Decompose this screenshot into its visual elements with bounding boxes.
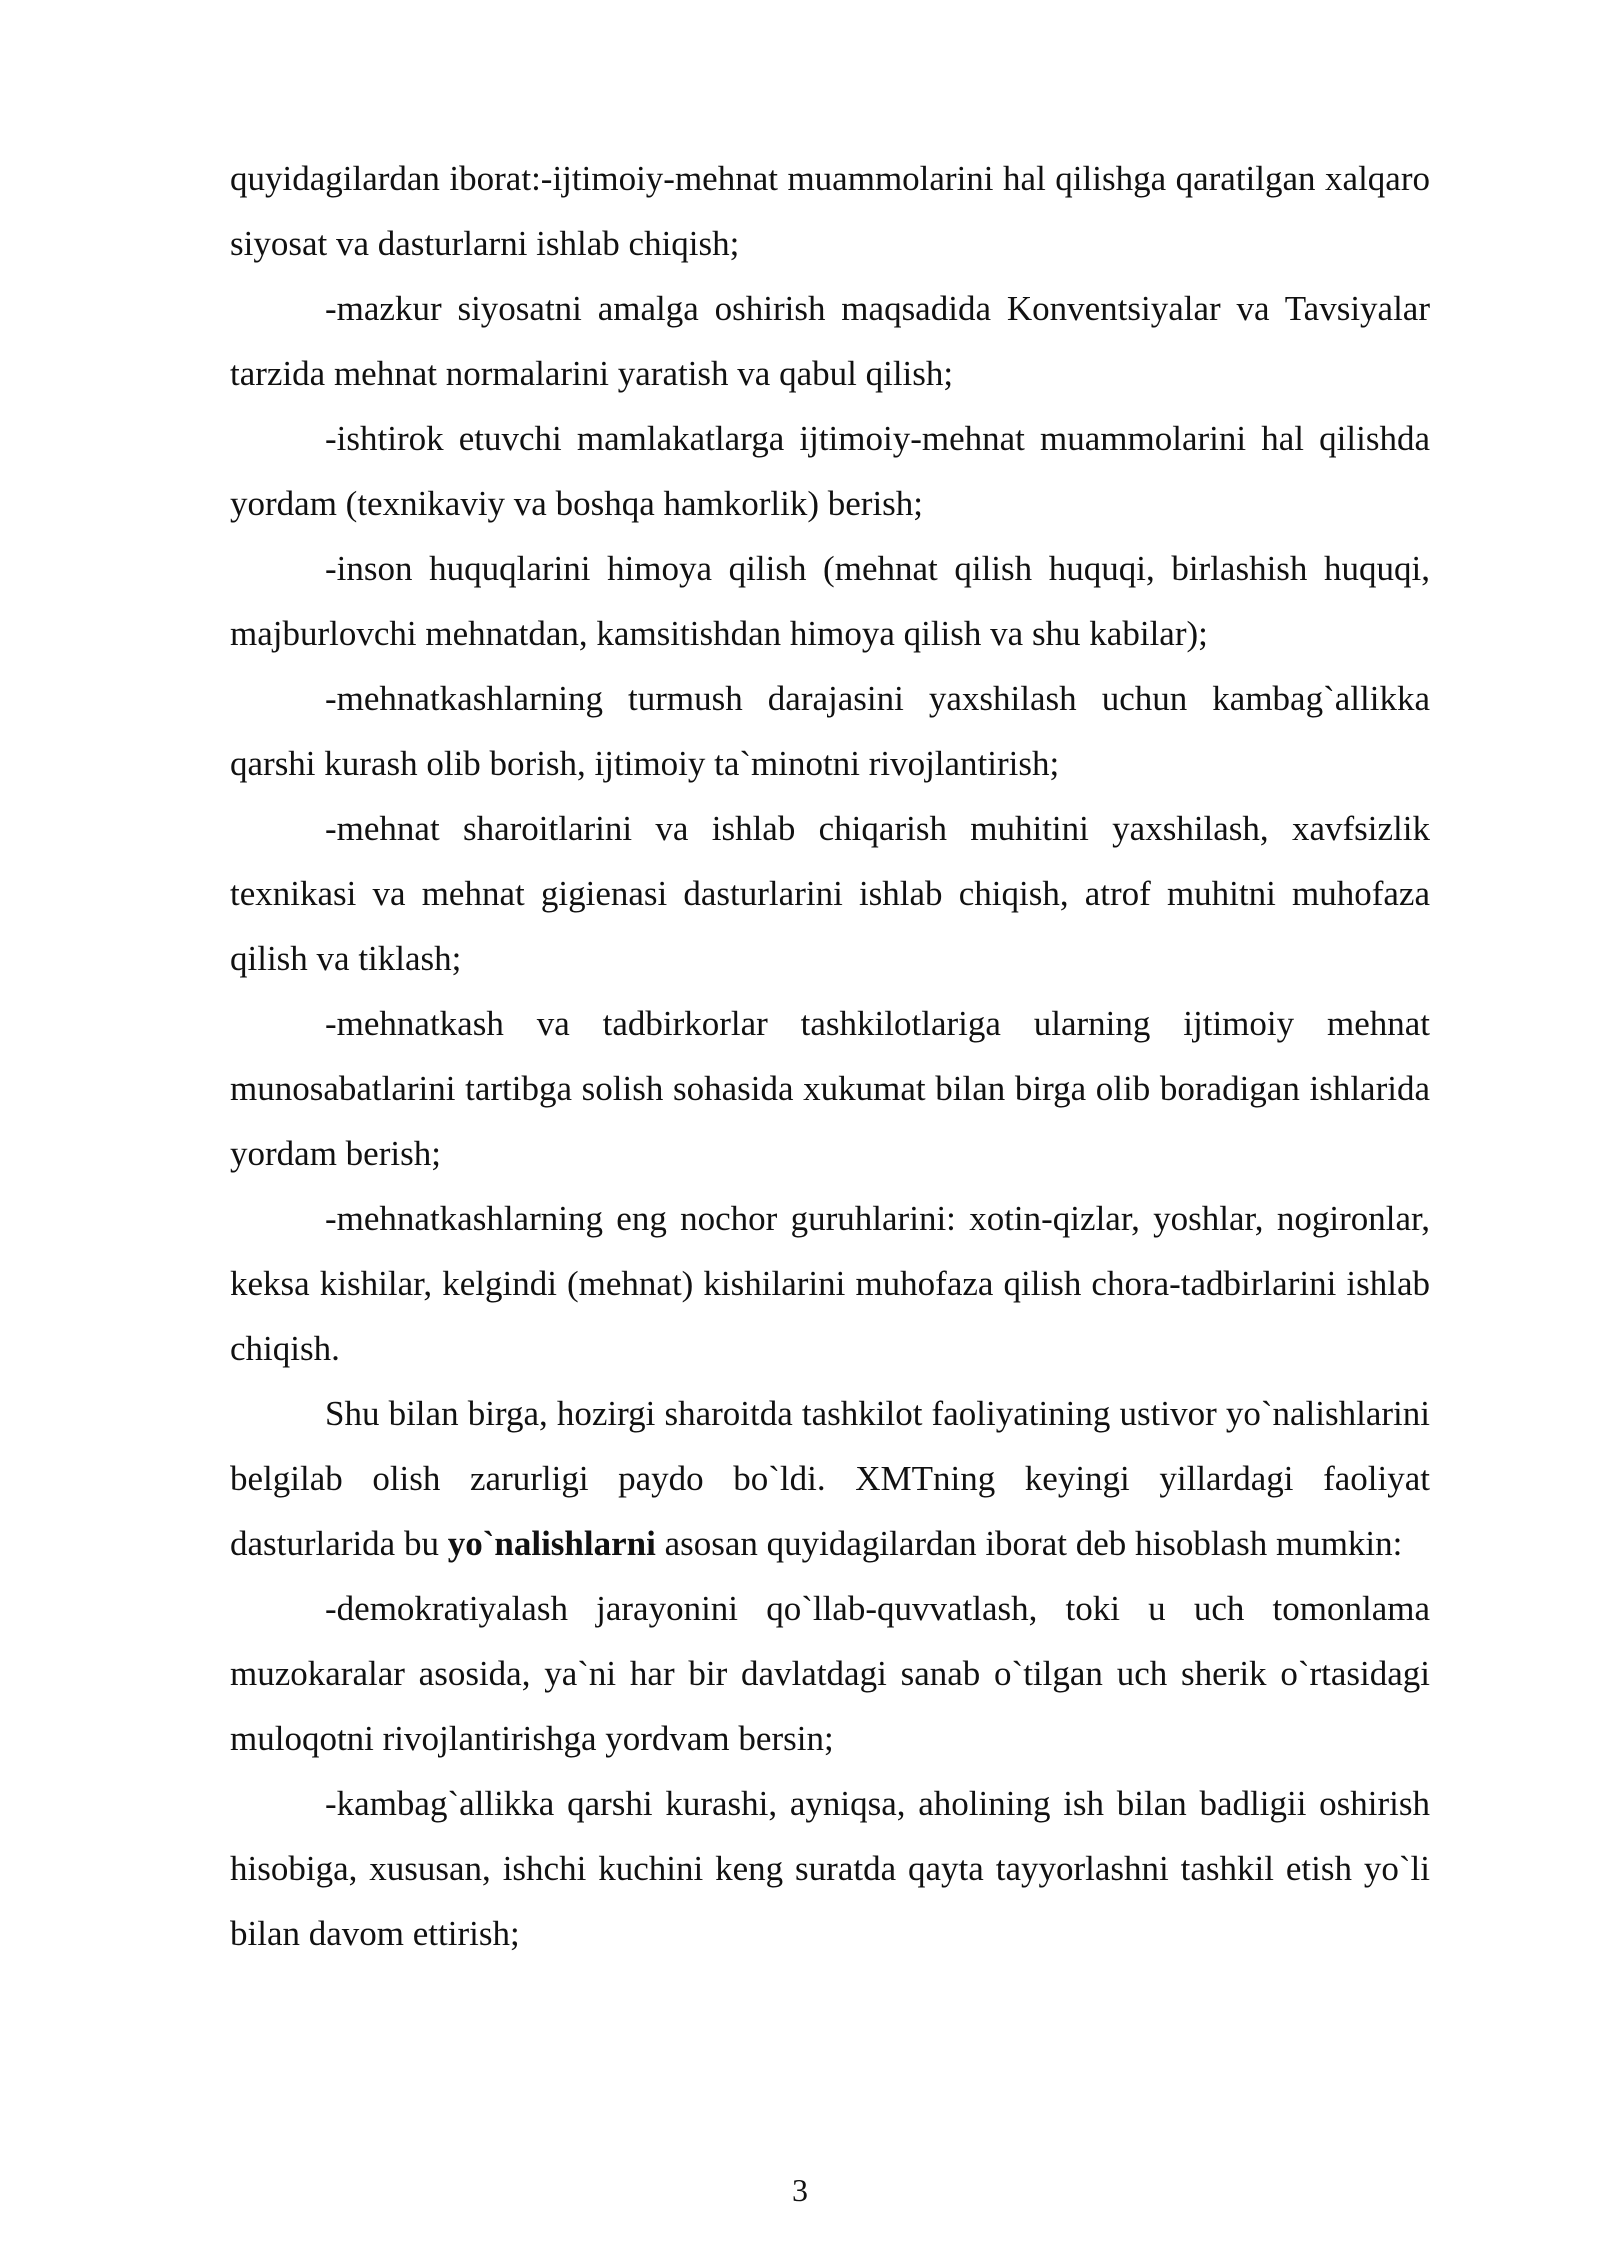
paragraph-intro-text-before: Shu bilan birga, hozirgi sharoitda tashkilot faoliyatining ustivor yo`nalishlarini belgilab olish zarurligi paydo bo`ldi. XMTning keyingi yillardagi faoliyat dasturlarida bu (230, 1394, 1430, 1563)
paragraph-item: -ishtirok etuvchi mamlakatlarga ijtimoiy-mehnat muammolarini hal qilishda yordam (texnikaviy va boshqa hamkorlik) berish; (230, 419, 1430, 523)
paragraph-continuation: quyidagilardan iborat:-ijtimoiy-mehnat muammolarini hal qilishga qaratilgan xalqaro siyosat va dasturlarni ishlab chiqish; (230, 159, 1430, 263)
paragraph-intro-bold-term: yo`nalishlarni (447, 1524, 656, 1563)
document-body (230, 146, 1430, 1966)
paragraph-item: -inson huquqlarini himoya qilish (mehnat qilish huquqi, birlashish huquqi, majburlovchi mehnatdan, kamsitishdan himoya qilish va shu kabilar); (230, 549, 1430, 653)
paragraph-item: -mazkur siyosatni amalga oshirish maqsadida Konventsiyalar va Tavsiyalar tarzida mehnat normalarini yaratish va qabul qilish; (230, 289, 1430, 393)
paragraph-item: -mehnatkash va tadbirkorlar tashkilotlariga ularning ijtimoiy mehnat munosabatlarini tartibga solish sohasida xukumat bilan birga olib boradigan ishlarida yordam berish; (230, 1004, 1430, 1173)
page-number: 3 (792, 2172, 808, 2208)
paragraph-item: -mehnatkashlarning turmush darajasini yaxshilash uchun kambag`allikka qarshi kurash olib borish, ijtimoiy ta`minotni rivojlantirish; (230, 679, 1430, 783)
paragraph-item: -mehnat sharoitlarini va ishlab chiqarish muhitini yaxshilash, xavfsizlik texnikasi va mehnat gigienasi dasturlarini ishlab chiqish, atrof muhitni muhofaza qilish va tiklash; (230, 809, 1430, 978)
paragraph-item: -kambag`allikka qarshi kurashi, ayniqsa, aholining ish bilan badligii oshirish hisobiga, xususan, ishchi kuchini keng suratda qayta tayyorlashni tashkil etish yo`li bilan davom ettirish; (230, 1784, 1430, 1953)
paragraph-item: -demokratiyalash jarayonini qo`llab-quvvatlash, toki u uch tomonlama muzokaralar asosida, ya`ni har bir davlatdagi sanab o`tilgan uch sherik o`rtasidagi muloqotni rivojlantirishga yordvam bersin; (230, 1589, 1430, 1758)
paragraph-intro (230, 1381, 1430, 1576)
paragraph-intro-text-after: asosan quyidagilardan iborat deb hisoblash mumkin: (655, 1524, 1403, 1563)
paragraph-item: -mehnatkashlarning eng nochor guruhlarini: xotin-qizlar, yoshlar, nogironlar, keksa kishilar, kelgindi (mehnat) kishilarini muhofaza qilish chora-tadbirlarini ishlab chiqish. (230, 1199, 1430, 1368)
